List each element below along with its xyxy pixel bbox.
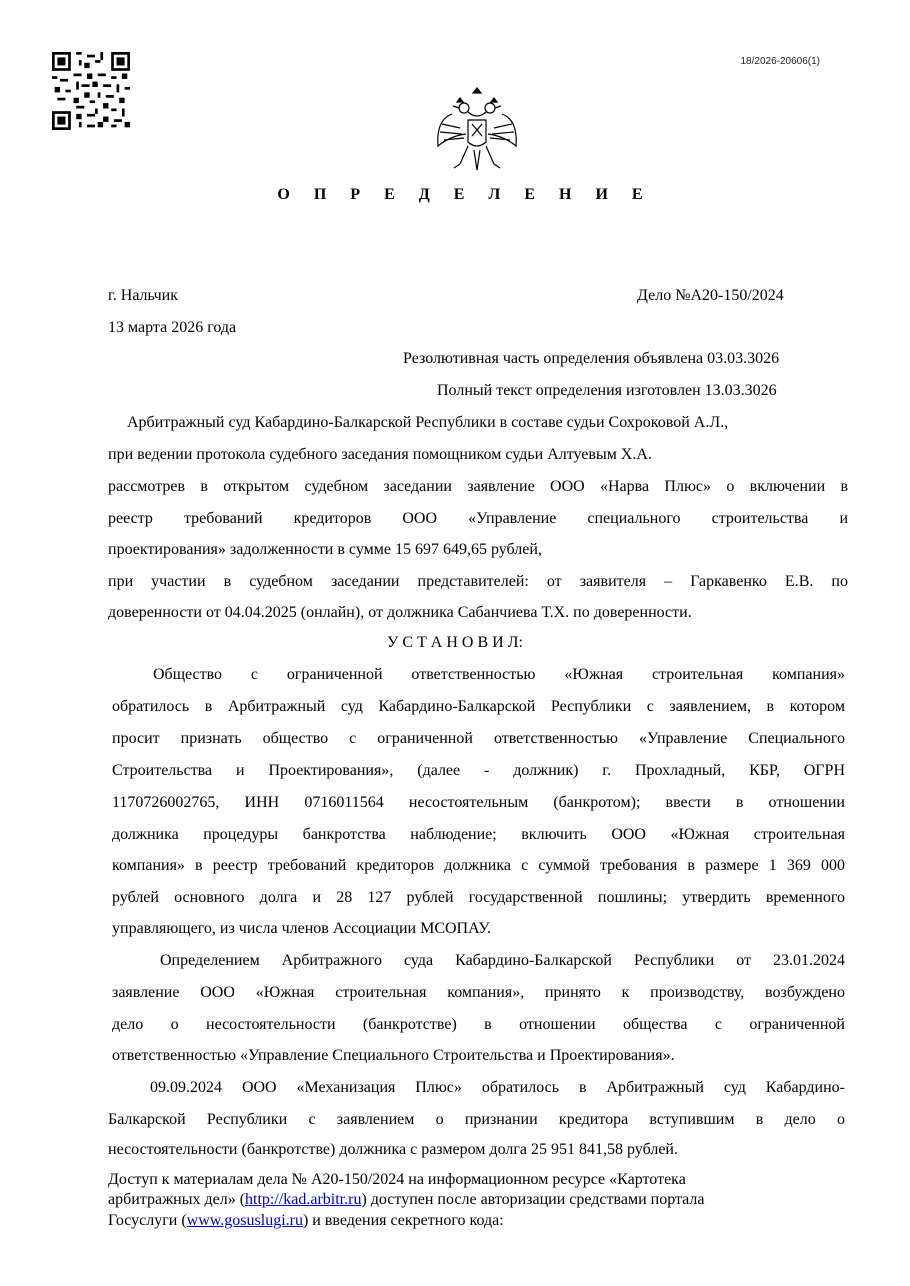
footer-line: Доступ к материалам дела № А20-150/2024 на информационном ресурсе «Картотека (108, 1171, 686, 1188)
intro-line: проектирования» задолженности в сумме 15 697 649,65 рублей, (108, 541, 542, 558)
paragraph-line: заявление ООО «Южная строительная компания», принято к производству, возбуждено (112, 984, 845, 1001)
paragraph-line: рублей основного долга и 28 127 рублей государственной пошлины; утвердить временного (112, 889, 845, 906)
paragraph-line: Строительства и Проектирования», (далее - должник) г. Прохладный, КБР, ОГРН (112, 762, 845, 779)
intro-line: Арбитражный суд Кабардино-Балкарской Республики в составе судьи Сохроковой А.Л., (127, 414, 729, 431)
resolution-announced: Резолютивная часть определения объявлена 03.03.3026 (403, 350, 780, 367)
full-text-made: Полный текст определения изготовлен 13.03.3026 (437, 382, 777, 399)
intro-line: при участии в судебном заседании представителей: от заявителя – Гаркавенко Е.В. по (108, 573, 848, 590)
footer-text: Госуслуги ( (108, 1212, 187, 1229)
intro-line: реестр требований кредиторов ООО «Управление специального строительства и (108, 510, 848, 527)
paragraph-line: должника процедуры банкротства наблюдение; включить ООО «Южная строительная (112, 826, 845, 843)
document-title: О П Р Е Д Е Л Е Н И Е (277, 186, 653, 203)
date: 13 марта 2026 года (108, 319, 237, 336)
kad-arbitr-link[interactable]: http://kad.arbitr.ru (245, 1191, 362, 1208)
footer-text: арбитражных дел» ( (108, 1191, 246, 1208)
paragraph-line: 1170726002765, ИНН 0716011564 несостоятельным (банкротом); ввести в отношении (112, 794, 845, 811)
paragraph-line: Определением Арбитражного суда Кабардино-Балкарской Республики от 23.01.2024 (160, 952, 845, 969)
gosuslugi-link[interactable]: www.gosuslugi.ru (186, 1212, 303, 1229)
coat-of-arms-icon (430, 84, 524, 176)
paragraph-line: обратилось в Арбитражный суд Кабардино-Балкарской Республики с заявлением, в котором (112, 698, 845, 715)
paragraph-line: дело о несостоятельности (банкротстве) в отношении общества с ограниченной (112, 1016, 845, 1033)
footer-line (108, 1211, 504, 1231)
intro-line: при ведении протокола судебного заседания помощником судьи Алтуевым Х.А. (108, 446, 652, 463)
paragraph-line: компания» в реестр требований кредиторов должника с суммой требования в размере 1 369 000 (112, 857, 845, 874)
qr-code-icon (52, 52, 130, 130)
intro-line: доверенности от 04.04.2025 (онлайн), от должника Сабанчиева Т.Х. по доверенности. (108, 604, 692, 621)
paragraph-line: ответственностью «Управление Специального Строительства и Проектирования». (112, 1047, 675, 1064)
intro-line: рассмотрев в открытом судебном заседании заявление ООО «Нарва Плюс» о включении в (108, 478, 848, 495)
document-number: 18/2026-20606(1) (740, 56, 820, 67)
footer-line (108, 1190, 705, 1210)
city: г. Нальчик (108, 287, 178, 304)
paragraph-line: просит признать общество с ограниченной ответственностью «Управление Специального (112, 730, 845, 747)
footer-text: ) доступен после авторизации средствами портала (361, 1191, 705, 1208)
paragraph-line: 09.09.2024 ООО «Механизация Плюс» обратилось в Арбитражный суд Кабардино- (150, 1079, 845, 1096)
paragraph-line: управляющего, из числа членов Ассоциации МСОПАУ. (112, 920, 491, 937)
paragraph-line: Балкарской Республики с заявлением о признании кредитора вступившим в дело о (108, 1111, 845, 1128)
case-number: Дело №А20-150/2024 (637, 287, 784, 304)
footer-text: ) и введения секретного кода: (302, 1212, 504, 1229)
established-heading: У С Т А Н О В И Л: (387, 634, 523, 651)
paragraph-line: несостоятельности (банкротстве) должника с размером долга 25 951 841,58 рублей. (108, 1141, 678, 1158)
paragraph-line: Общество с ограниченной ответственностью «Южная строительная компания» (153, 666, 845, 683)
